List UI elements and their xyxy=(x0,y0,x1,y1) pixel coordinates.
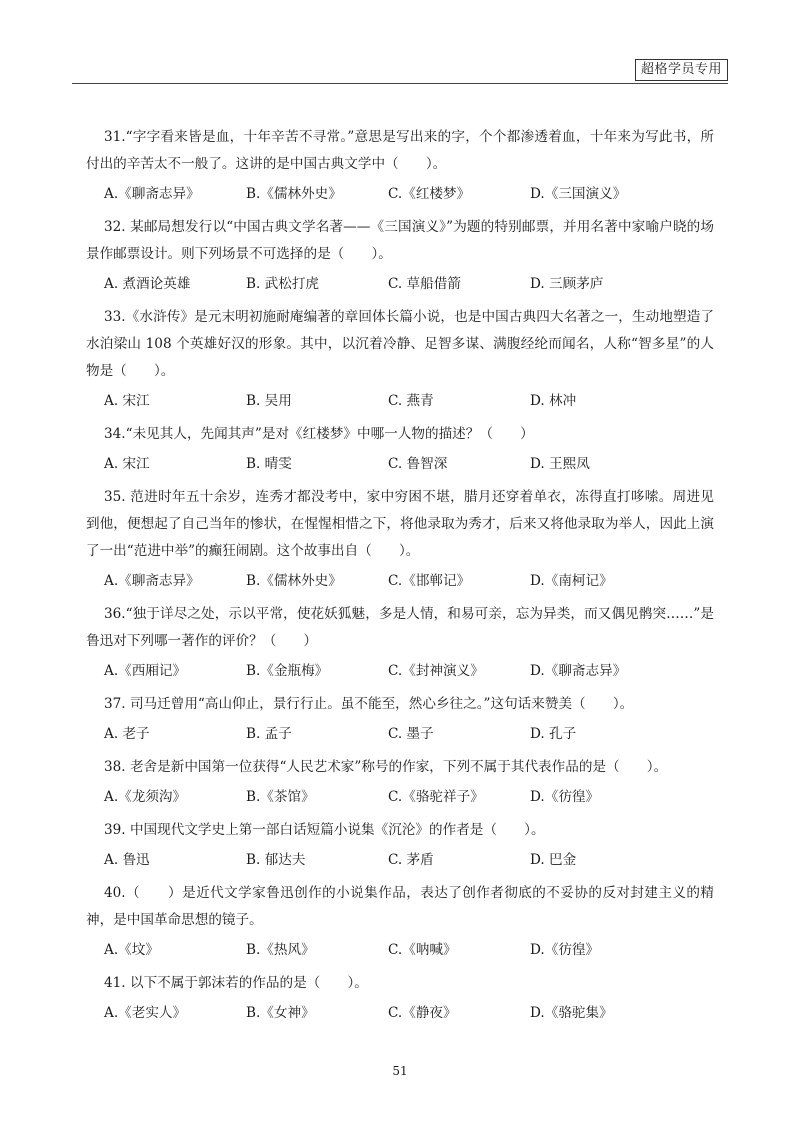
option-b: B. 晴雯 xyxy=(246,456,292,472)
option-b: B.《儒林外史》 xyxy=(246,573,342,589)
option-d: D. 王熙凤 xyxy=(530,456,590,472)
option-c: C.《封神演义》 xyxy=(388,663,484,679)
option-c: C. 茅盾 xyxy=(388,852,434,868)
option-d: D. 林冲 xyxy=(530,393,577,409)
question-38 xyxy=(86,754,714,809)
question-37 xyxy=(86,691,714,746)
question-33 xyxy=(86,304,714,413)
question-stem: 34.“未见其人，先闻其声”是对《红楼梦》中哪一人物的描述？（ ） xyxy=(104,426,534,442)
option-c: C.《红楼梦》 xyxy=(388,186,471,202)
option-a: A.《坟》 xyxy=(104,942,159,958)
question-stem: 32. 某邮局想发行以“中国古典文学名著——《三国演义》”为题的特别邮票，并用名著中家喻户晓的场景作邮票设计。则下列场景不可选择的是（ ）。 xyxy=(86,219,714,262)
question-41 xyxy=(86,970,714,1025)
exclusive-badge: 超格学员专用 xyxy=(635,59,728,81)
option-a: A.《西厢记》 xyxy=(104,663,187,679)
option-b: B.《女神》 xyxy=(246,1005,315,1021)
answer-options xyxy=(104,938,714,962)
option-a: A.《龙须沟》 xyxy=(104,789,187,805)
option-c: C. 燕青 xyxy=(388,393,434,409)
option-b: B. 孟子 xyxy=(246,726,292,742)
header-rule xyxy=(72,83,728,84)
question-34 xyxy=(86,421,714,476)
question-31 xyxy=(86,124,714,206)
option-b: B. 武松打虎 xyxy=(246,276,320,292)
option-d: D. 孔子 xyxy=(530,726,577,742)
option-b: B.《热风》 xyxy=(246,942,315,958)
option-d: D.《彷徨》 xyxy=(530,942,600,958)
option-d: D.《三国演义》 xyxy=(530,186,627,202)
option-d: D.《骆驼集》 xyxy=(530,1005,613,1021)
option-c: C.《邯郸记》 xyxy=(388,573,471,589)
option-d: D.《聊斋志异》 xyxy=(530,663,627,679)
answer-options xyxy=(104,722,714,746)
question-list xyxy=(86,124,714,1033)
question-stem: 33.《水浒传》是元末明初施耐庵编著的章回体长篇小说，也是中国古典四大名著之一，生动地塑造了水泊梁山 108 个英雄好汉的形象。其中，以沉着冷静、足智多谋、满腹经纶而闻名，人称“智多星”的人物是（ ）。 xyxy=(86,309,714,379)
question-stem: 39. 中国现代文学史上第一部白话短篇小说集《沉沦》的作者是（ ）。 xyxy=(104,822,545,838)
option-a: A.《聊斋志异》 xyxy=(104,186,200,202)
answer-options xyxy=(104,1001,714,1025)
option-a: A. 宋江 xyxy=(104,393,150,409)
option-b: B.《金瓶梅》 xyxy=(246,663,329,679)
option-a: A. 宋江 xyxy=(104,456,150,472)
question-stem: 36.“独于详尽之处，示以平常，使花妖狐魅，多是人情，和易可亲，忘为异类，而又偶见鹘突……”是鲁迅对下列哪一著作的评价？（ ） xyxy=(86,606,714,649)
option-c: C. 墨子 xyxy=(388,726,434,742)
question-40 xyxy=(86,880,714,962)
question-stem: 31.“字字看来皆是血，十年辛苦不寻常。”意思是写出来的字，个个都渗透着血，十年来为写此书，所付出的辛苦太不一般了。这讲的是中国古典文学中（ ）。 xyxy=(86,129,714,172)
answer-options xyxy=(104,785,714,809)
answer-options xyxy=(104,389,714,413)
page-number: 51 xyxy=(392,1064,408,1078)
answer-options xyxy=(104,848,714,872)
option-c: C. 草船借箭 xyxy=(388,276,461,292)
question-stem: 40.（ ）是近代文学家鲁迅创作的小说集作品，表达了创作者彻底的不妥协的反对封建主义的精神，是中国革命思想的镜子。 xyxy=(86,885,714,928)
answer-options xyxy=(104,569,714,593)
option-b: B.《茶馆》 xyxy=(246,789,315,805)
option-a: A. 煮酒论英雄 xyxy=(104,276,191,292)
question-stem: 41. 以下不属于郭沫若的作品的是（ ）。 xyxy=(104,975,368,991)
option-c: C.《骆驼祥子》 xyxy=(388,789,484,805)
question-35 xyxy=(86,484,714,593)
answer-options xyxy=(104,452,714,476)
answer-options xyxy=(104,272,714,296)
option-a: A.《聊斋志异》 xyxy=(104,573,200,589)
option-a: A. 鲁迅 xyxy=(104,852,150,868)
option-b: B. 吴用 xyxy=(246,393,292,409)
question-32 xyxy=(86,214,714,296)
option-d: D.《彷徨》 xyxy=(530,789,600,805)
option-a: A. 老子 xyxy=(104,726,150,742)
option-c: C.《静夜》 xyxy=(388,1005,457,1021)
option-b: B. 郁达夫 xyxy=(246,852,306,868)
option-d: D. 三顾茅庐 xyxy=(530,276,604,292)
option-c: C.《呐喊》 xyxy=(388,942,457,958)
option-c: C. 鲁智深 xyxy=(388,456,448,472)
answer-options xyxy=(104,659,714,683)
question-36 xyxy=(86,601,714,683)
option-d: D.《南柯记》 xyxy=(530,573,613,589)
question-stem: 37. 司马迁曾用“高山仰止，景行行止。虽不能至，然心乡往之。”这句话来赞美（ ）。 xyxy=(104,696,634,712)
question-stem: 35. 范进时年五十余岁，连秀才都没考中，家中穷困不堪，腊月还穿着单衣，冻得直打哆嗦。周进见到他，便想起了自己当年的惨状，在惺惺相惜之下，将他录取为秀才，后来又将他录取为举人，因此上演了一出“范进中举”的癫狂闹剧。这个故事出自（ ）。 xyxy=(86,489,714,559)
option-b: B.《儒林外史》 xyxy=(246,186,342,202)
question-39 xyxy=(86,817,714,872)
option-a: A.《老实人》 xyxy=(104,1005,187,1021)
option-d: D. 巴金 xyxy=(530,852,577,868)
question-stem: 38. 老舍是新中国第一位获得“人民艺术家”称号的作家，下列不属于其代表作品的是（ ）。 xyxy=(104,759,668,775)
answer-options xyxy=(104,182,714,206)
